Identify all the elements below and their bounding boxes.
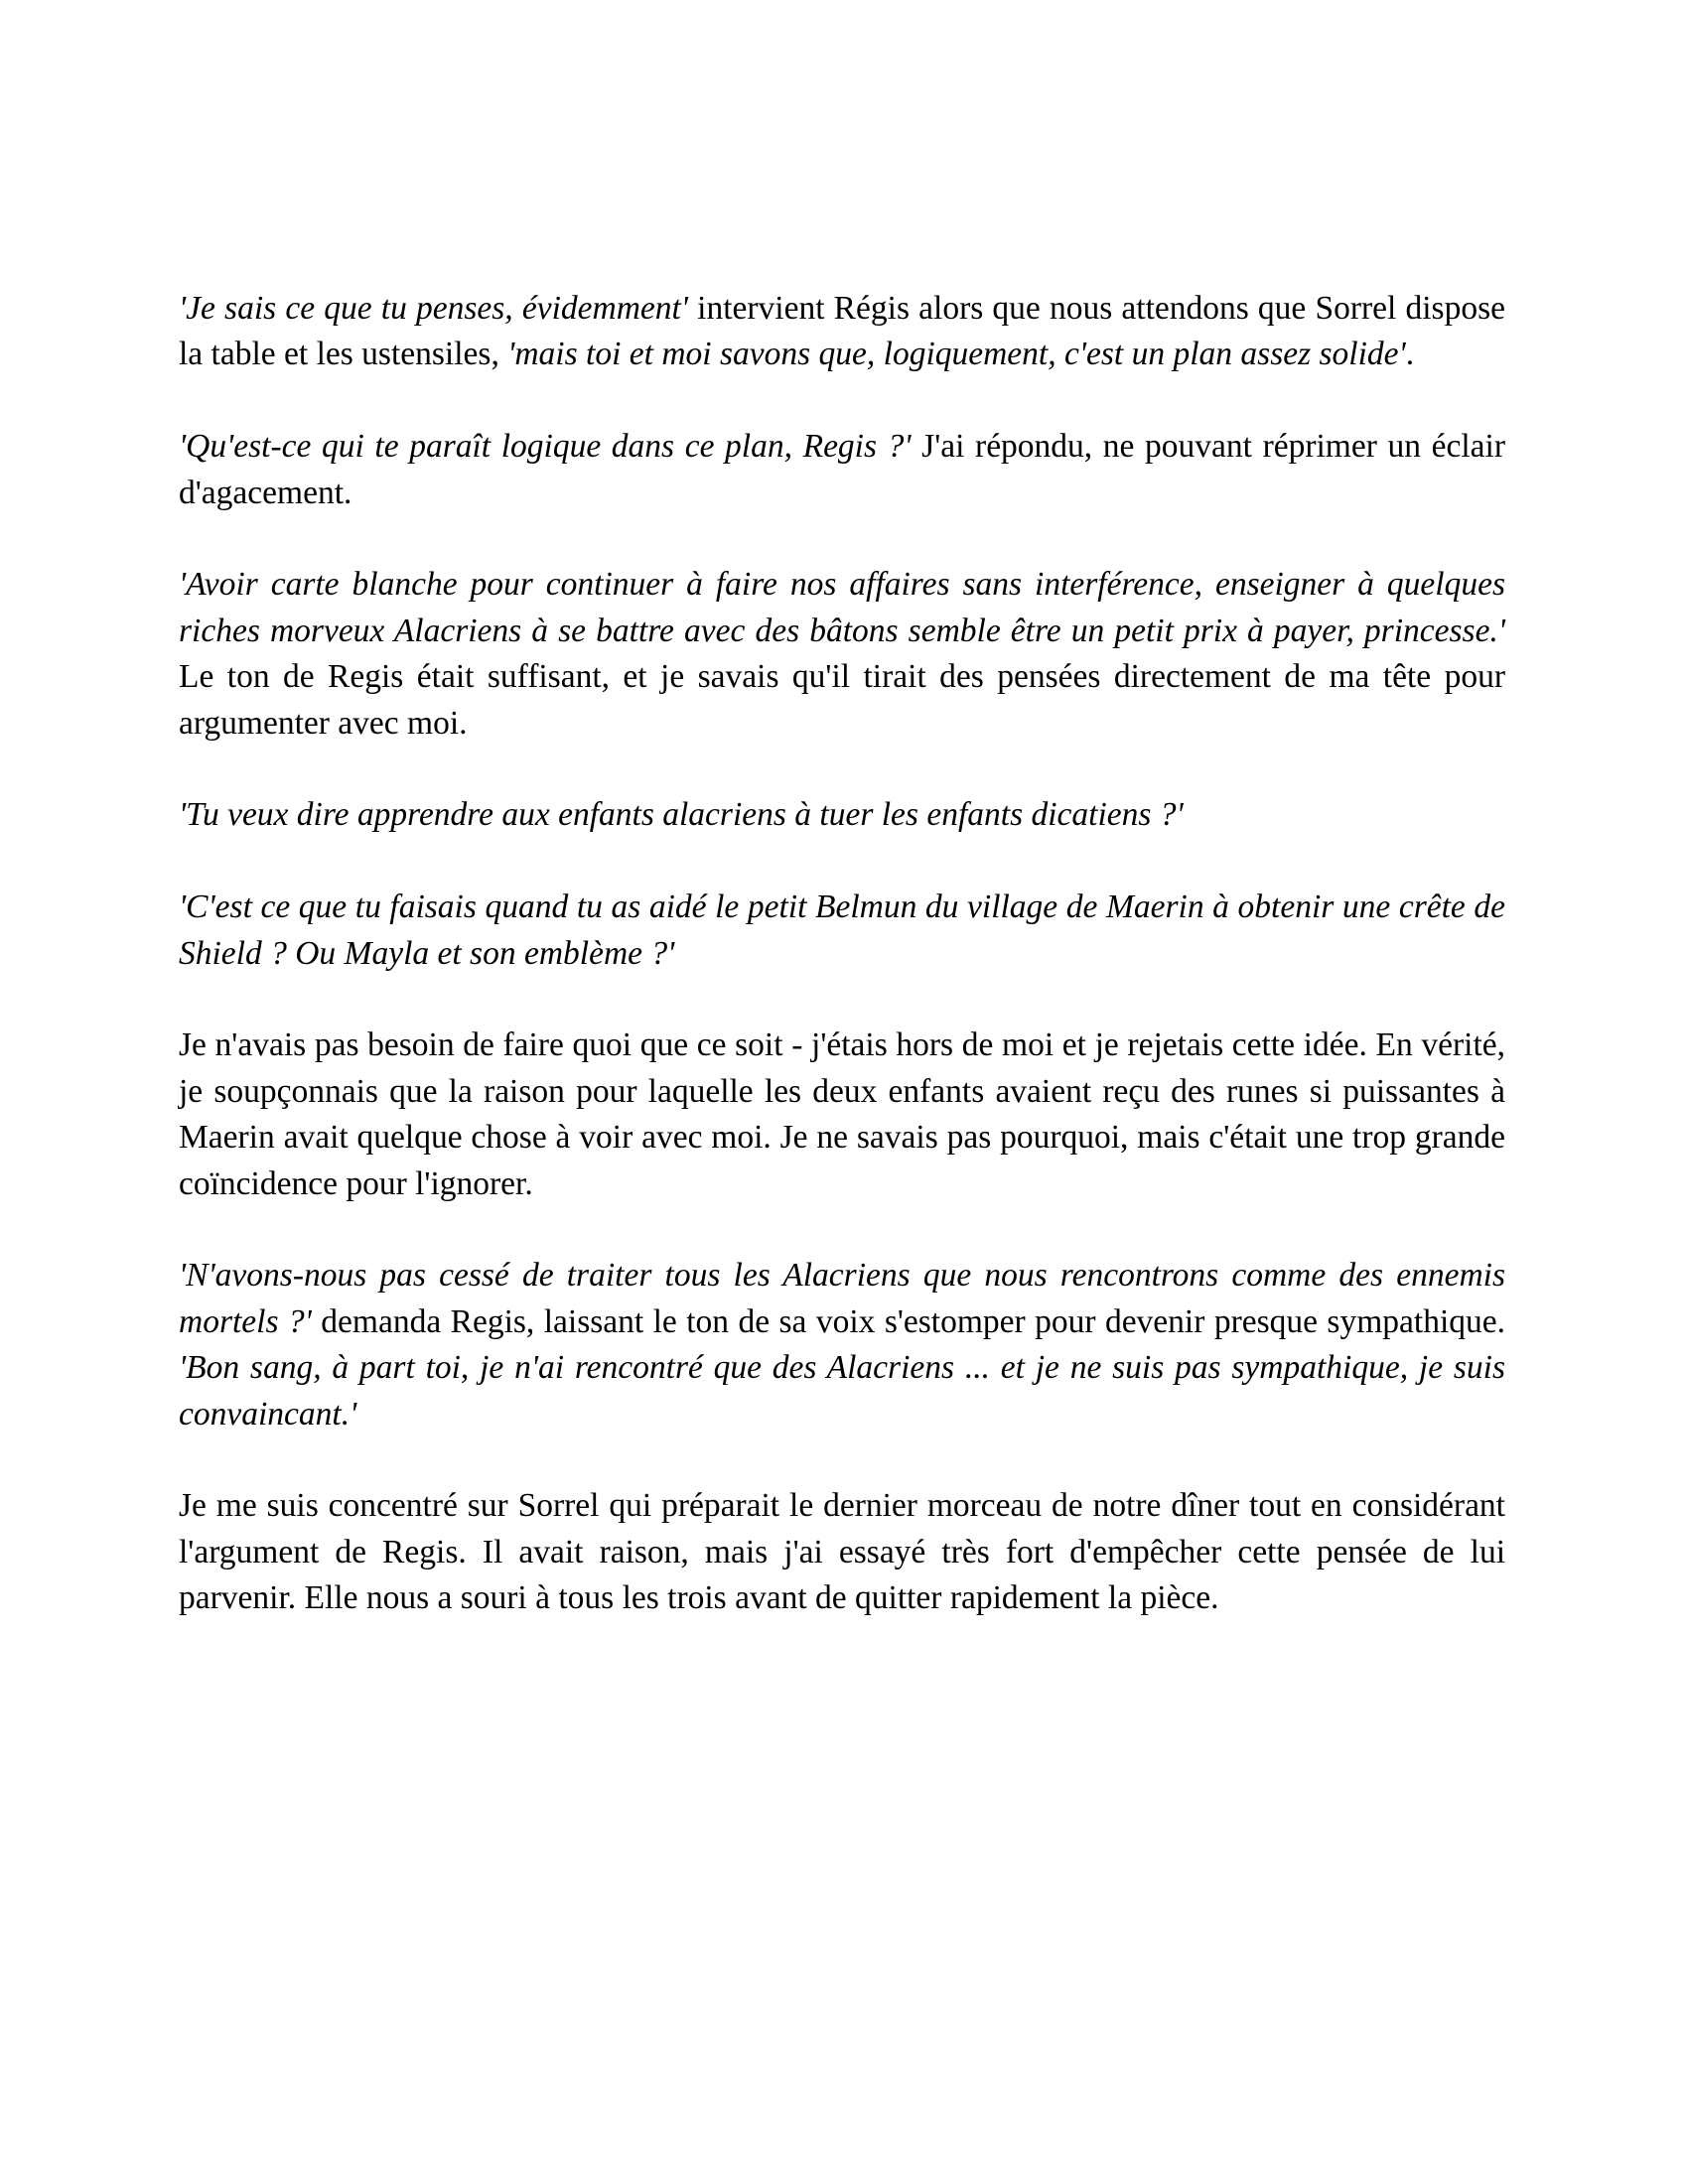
dialogue-text: 'Tu veux dire apprendre aux enfants alacriens à tuer les enfants dicatiens ?' <box>179 796 1184 834</box>
narration-text: J'ai répondu, ne pouvant réprimer un éclair d'agacement. <box>179 428 1505 511</box>
narration-text: demanda Regis, laissant le ton de sa voix s'estomper pour devenir presque sympathique. <box>311 1302 1505 1340</box>
paragraph-6 <box>179 1023 1505 1207</box>
paragraph-1 <box>179 286 1505 378</box>
narration-text: . <box>1405 336 1415 373</box>
paragraph-4 <box>179 792 1505 838</box>
dialogue-text: 'N'avons-nous pas cessé de traiter tous les Alacriens que nous rencontrons comme des ennemis mortels ?' <box>179 1257 1505 1340</box>
dialogue-text: 'Bon sang, à part toi, je n'ai rencontré que des Alacriens ... et je ne suis pas sympathique, je suis convaincant.' <box>179 1349 1505 1433</box>
document-page <box>179 286 1505 1668</box>
paragraph-8 <box>179 1483 1505 1621</box>
paragraph-3 <box>179 562 1505 747</box>
dialogue-text: 'C'est ce que tu faisais quand tu as aidé le petit Belmun du village de Maerin à obtenir une crête de Shield ? Ou Mayla et son emblème ?' <box>179 888 1505 972</box>
narration-text: Je me suis concentré sur Sorrel qui préparait le dernier morceau de notre dîner tout en considérant l'argument de Regis. Il avait raison, mais j'ai essayé très fort d'empêcher cette pensée de lui parvenir. Elle nous a souri à tous les trois avant de quitter rapidement la pièce. <box>179 1487 1505 1617</box>
dialogue-text: 'Avoir carte blanche pour continuer à faire nos affaires sans interférence, enseigner à quelques riches morveux Alacriens à se battre avec des bâtons semble être un petit prix à payer, princesse.' <box>179 566 1505 649</box>
paragraph-2 <box>179 424 1505 516</box>
paragraph-5 <box>179 885 1505 977</box>
dialogue-text: 'Qu'est-ce qui te paraît logique dans ce plan, Regis ?' <box>179 428 912 466</box>
dialogue-text: 'mais toi et moi savons que, logiquement, c'est un plan assez solide' <box>507 336 1406 373</box>
narration-text: Je n'avais pas besoin de faire quoi que ce soit - j'étais hors de moi et je rejetais cette idée. En vérité, je soupçonnais que la raison pour laquelle les deux enfants avaient reçu des runes si puissantes à Maerin avait quelque chose à voir avec moi. Je ne savais pas pourquoi, mais c'était une trop grande coïncidence pour l'ignorer. <box>179 1026 1505 1202</box>
paragraph-7 <box>179 1253 1505 1437</box>
narration-text: intervient Régis alors que nous attendons que Sorrel dispose la table et les ustensiles, <box>179 290 1505 373</box>
narration-text: Le ton de Regis était suffisant, et je savais qu'il tirait des pensées directement de ma tête pour argumenter avec moi. <box>179 658 1505 742</box>
dialogue-text: 'Je sais ce que tu penses, évidemment' <box>179 290 688 327</box>
